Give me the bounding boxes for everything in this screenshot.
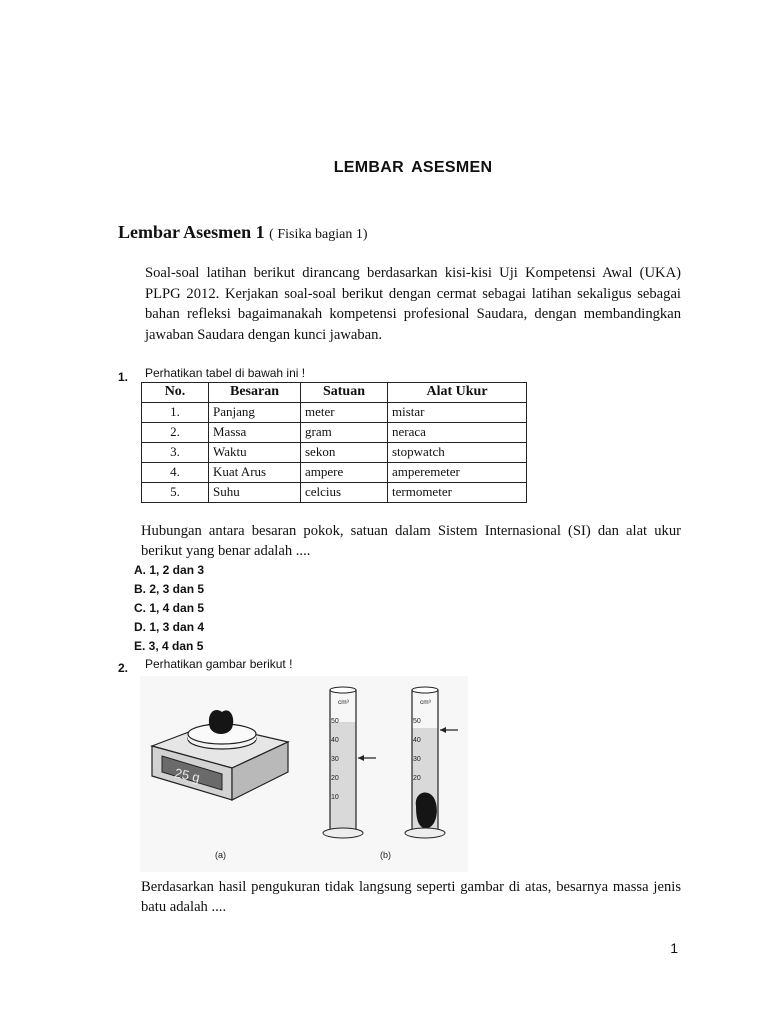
table-cell: Kuat Arus	[209, 463, 301, 483]
table-cell: neraca	[388, 423, 527, 443]
section-heading	[118, 222, 368, 243]
table-cell: 3.	[142, 443, 209, 463]
question-2-stem: Berdasarkan hasil pengukuran tidak langsung seperti gambar di atas, besarnya massa jenis batu adalah ....	[141, 879, 681, 915]
table-row	[142, 483, 527, 503]
scale-display-value: 25 g	[173, 765, 202, 786]
table-cell: 4.	[142, 463, 209, 483]
cylinder-2-unit: cm³	[420, 699, 431, 706]
table-row	[142, 403, 527, 423]
measurement-table	[141, 382, 527, 503]
option-c[interactable]: C. 1, 4 dan 5	[134, 601, 205, 615]
table-cell: termometer	[388, 483, 527, 503]
label-a: (a)	[215, 850, 226, 860]
question-1-header	[118, 366, 306, 385]
page-number: 1	[670, 940, 678, 956]
table-cell: stopwatch	[388, 443, 527, 463]
table-header: Alat Ukur	[388, 383, 527, 403]
question-1-options	[134, 561, 204, 656]
question-2-number: 2.	[118, 661, 129, 675]
table-cell: celcius	[301, 483, 388, 503]
tick-label: 20	[413, 775, 421, 782]
option-e[interactable]: E. 3, 4 dan 5	[134, 639, 204, 653]
question-1-stem: Hubungan antara besaran pokok, satuan dalam Sistem Internasional (SI) dan alat ukur berikut yang benar adalah ....	[141, 523, 681, 559]
option-b[interactable]: B. 2, 3 dan 5	[134, 582, 205, 596]
question-2-prompt: Perhatikan gambar berikut !	[145, 657, 293, 671]
section-subtitle: ( Fisika bagian 1)	[269, 227, 368, 242]
table-cell: 5.	[142, 483, 209, 503]
table-header-row	[142, 383, 527, 403]
section-title: Lembar Asesmen 1	[118, 222, 265, 242]
tick-label: 50	[331, 718, 339, 725]
table-cell: ampere	[301, 463, 388, 483]
tick-label: 10	[331, 794, 339, 801]
question-2-header	[118, 657, 293, 676]
option-d[interactable]: D. 1, 3 dan 4	[134, 620, 205, 634]
question-1-number: 1.	[118, 370, 129, 384]
table-row	[142, 463, 527, 483]
intro-paragraph: Soal-soal latihan berikut dirancang berdasarkan kisi-kisi Uji Kompetensi Awal (UKA) PLPG 2012. Kerjakan soal-soal berikut dengan cermat sebagai latihan sekaligus sebagai bahan refleksi bagaimanakah kompetensi profesional Saudara, dengan membandingkan jawaban Saudara dengan kunci jawaban.	[145, 265, 681, 343]
cylinder-2-rim	[412, 687, 438, 693]
tick-label: 40	[413, 737, 421, 744]
cylinder-2-base	[405, 828, 445, 838]
table-cell: amperemeter	[388, 463, 527, 483]
table-cell: Panjang	[209, 403, 301, 423]
cylinder-1-unit: cm³	[338, 699, 349, 706]
stone-icon	[209, 710, 233, 734]
option-a[interactable]: A. 1, 2 dan 3	[134, 563, 205, 577]
tick-label: 30	[331, 756, 339, 763]
table-row	[142, 443, 527, 463]
question-1-prompt: Perhatikan tabel di bawah ini !	[145, 366, 306, 380]
tick-label: 20	[331, 775, 339, 782]
cylinder-1-base	[323, 828, 363, 838]
tick-label: 40	[331, 737, 339, 744]
table-cell: 1.	[142, 403, 209, 423]
table-cell: 2.	[142, 423, 209, 443]
tick-label: 50	[413, 718, 421, 725]
table-cell: Suhu	[209, 483, 301, 503]
table-header: Besaran	[209, 383, 301, 403]
tick-label: 30	[413, 756, 421, 763]
table-cell: sekon	[301, 443, 388, 463]
stone-in-cylinder-icon	[416, 792, 437, 828]
table-cell: gram	[301, 423, 388, 443]
table-header: No.	[142, 383, 209, 403]
page-title: LEMBAR ASESMEN	[333, 159, 493, 176]
measurement-figure	[140, 676, 468, 872]
cylinder-1-rim	[330, 687, 356, 693]
table-cell: meter	[301, 403, 388, 423]
table-cell: Massa	[209, 423, 301, 443]
label-b: (b)	[380, 850, 391, 860]
table-row	[142, 423, 527, 443]
table-header: Satuan	[301, 383, 388, 403]
table-cell: mistar	[388, 403, 527, 423]
table-cell: Waktu	[209, 443, 301, 463]
